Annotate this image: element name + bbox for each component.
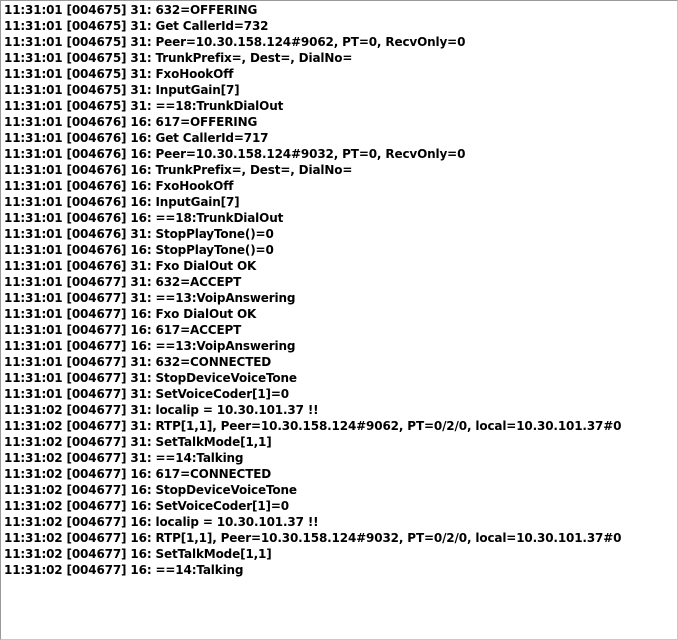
log-line: 11:31:01 [004675] 31: Peer=10.30.158.124#9062, PT=0, RecvOnly=0 [4, 35, 466, 49]
log-line: 11:31:01 [004677] 16: 617=ACCEPT [4, 323, 242, 337]
log-line: 11:31:01 [004676] 16: Get CallerId=717 [4, 131, 269, 145]
log-line: 11:31:01 [004677] 31: ==13:VoipAnswering [4, 291, 296, 305]
log-line: 11:31:01 [004675] 31: ==18:TrunkDialOut [4, 99, 284, 113]
log-line: 11:31:02 [004677] 16: RTP[1,1], Peer=10.30.158.124#9032, PT=0/2/0, local=10.30.101.37#0 [4, 531, 622, 545]
log-line: 11:31:01 [004676] 16: 617=OFFERING [4, 115, 258, 129]
log-line: 11:31:02 [004677] 31: SetTalkMode[1,1] [4, 435, 272, 449]
log-line: 11:31:01 [004677] 31: StopDeviceVoiceTone [4, 371, 297, 385]
log-line: 11:31:01 [004675] 31: Get CallerId=732 [4, 19, 269, 33]
log-line: 11:31:01 [004676] 31: Fxo DialOut OK [4, 259, 257, 273]
log-line: 11:31:02 [004677] 31: localip = 10.30.101.37 !! [4, 403, 319, 417]
log-line: 11:31:01 [004676] 16: Peer=10.30.158.124#9032, PT=0, RecvOnly=0 [4, 147, 466, 161]
log-line: 11:31:01 [004676] 16: StopPlayTone()=0 [4, 243, 274, 257]
log-line: 11:31:01 [004675] 31: FxoHookOff [4, 67, 234, 81]
log-line: 11:31:02 [004677] 16: ==14:Talking [4, 563, 244, 577]
log-line: 11:31:01 [004677] 31: 632=ACCEPT [4, 275, 242, 289]
log-line: 11:31:01 [004675] 31: 632=OFFERING [4, 3, 258, 17]
log-line: 11:31:01 [004677] 31: 632=CONNECTED [4, 355, 272, 369]
log-line: 11:31:01 [004676] 16: ==18:TrunkDialOut [4, 211, 284, 225]
log-line: 11:31:02 [004677] 16: SetVoiceCoder[1]=0 [4, 499, 289, 513]
log-line: 11:31:01 [004676] 16: TrunkPrefix=, Dest=, DialNo= [4, 163, 353, 177]
log-line: 11:31:02 [004677] 31: RTP[1,1], Peer=10.30.158.124#9062, PT=0/2/0, local=10.30.101.37#0 [4, 419, 622, 433]
log-line: 11:31:01 [004677] 16: ==13:VoipAnswering [4, 339, 296, 353]
log-line: 11:31:01 [004677] 16: Fxo DialOut OK [4, 307, 257, 321]
log-line: 11:31:02 [004677] 31: ==14:Talking [4, 451, 244, 465]
log-line: 11:31:01 [004676] 31: StopPlayTone()=0 [4, 227, 274, 241]
log-line: 11:31:02 [004677] 16: SetTalkMode[1,1] [4, 547, 272, 561]
log-line: 11:31:02 [004677] 16: StopDeviceVoiceTone [4, 483, 297, 497]
log-line: 11:31:01 [004677] 31: SetVoiceCoder[1]=0 [4, 387, 289, 401]
log-line: 11:31:02 [004677] 16: 617=CONNECTED [4, 467, 272, 481]
log-line: 11:31:01 [004676] 16: FxoHookOff [4, 179, 234, 193]
log-line: 11:31:01 [004675] 31: InputGain[7] [4, 83, 240, 97]
log-list [1, 1, 677, 578]
log-line: 11:31:02 [004677] 16: localip = 10.30.101.37 !! [4, 515, 319, 529]
log-line: 11:31:01 [004676] 16: InputGain[7] [4, 195, 240, 209]
log-line: 11:31:01 [004675] 31: TrunkPrefix=, Dest=, DialNo= [4, 51, 353, 65]
